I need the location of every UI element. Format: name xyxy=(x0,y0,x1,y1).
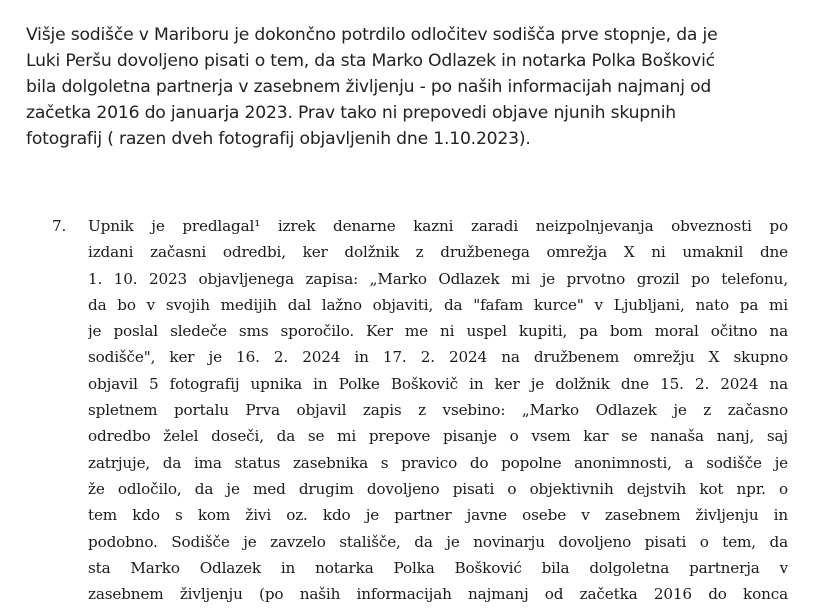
point-line: sodišče", ker je 16. 2. 2024 in 17. 2. 2024 na družbenem omrežju X skupno xyxy=(88,348,788,367)
point-body xyxy=(88,213,788,607)
point-line: sta Marko Odlazek in notarka Polka Bošković bila dolgoletna partnerja v xyxy=(88,558,788,577)
point-line: zatrjuje, da ima status zasebnika s pravico do popolne anonimnosti, a sodišče je xyxy=(88,453,788,472)
intro-line: začetka 2016 do januarja 2023. Prav tako ni prepovedi objave njunih skupnih xyxy=(26,103,676,123)
point-line: že odločilo, da je med drugim dovoljeno pisati o objektivnih dejstvih kot npr. o xyxy=(88,479,788,498)
intro-line: Luki Peršu dovoljeno pisati o tem, da sta Marko Odlazek in notarka Polka Bošković xyxy=(26,51,715,71)
intro-line: bila dolgoletna partnerja v zasebnem življenju - po naših informacijah najmanj od xyxy=(26,77,712,97)
point-line: odredbo želel doseči, da se mi prepove pisanje o vsem kar se nanaša nanj, saj xyxy=(88,427,788,446)
point-line: zasebnem življenju (po naših informacijah najmanj od začetka 2016 do konca xyxy=(88,585,788,604)
point-line: Upnik je predlagal¹ izrek denarne kazni zaradi neizpolnjevanja obveznosti po xyxy=(88,217,788,235)
point-line: da bo v svojih medijih dal lažno objaviti, da "fafam kurce" v Ljubljani, nato pa mi xyxy=(88,295,788,314)
intro-paragraph xyxy=(26,22,801,152)
intro-line: Višje sodišče v Mariboru je dokončno potrdilo odločitev sodišča prve stopnje, da je xyxy=(26,25,718,45)
point-line: izdani začasni odredbi, ker dolžnik z družbenega omrežja X ni umaknil dne xyxy=(88,243,788,262)
point-line: 1. 10. 2023 objavljenega zapisa: „Marko Odlazek mi je prvotno grozil po telefonu, xyxy=(88,269,788,288)
point-line: tem kdo s kom živi oz. kdo je partner javne osebe v zasebnem življenju in xyxy=(88,506,788,525)
point-number: 7. xyxy=(52,217,67,235)
point-line: objavil 5 fotografij upnika in Polke Boškovič in ker je dolžnik dne 15. 2. 2024 na xyxy=(88,374,788,393)
point-line: spletnem portalu Prva objavil zapis z vsebino: „Marko Odlazek je z začasno xyxy=(88,401,788,420)
point-line: podobno. Sodišče je zavzelo stališče, da je novinarju dovoljeno pisati o tem, da xyxy=(88,532,788,551)
point-line: je poslal sledeče sms sporočilo. Ker me ni uspel kupiti, pa bom moral očitno na xyxy=(88,322,788,341)
intro-line: fotografij ( razen dveh fotografij objavljenih dne 1.10.2023). xyxy=(26,129,531,149)
